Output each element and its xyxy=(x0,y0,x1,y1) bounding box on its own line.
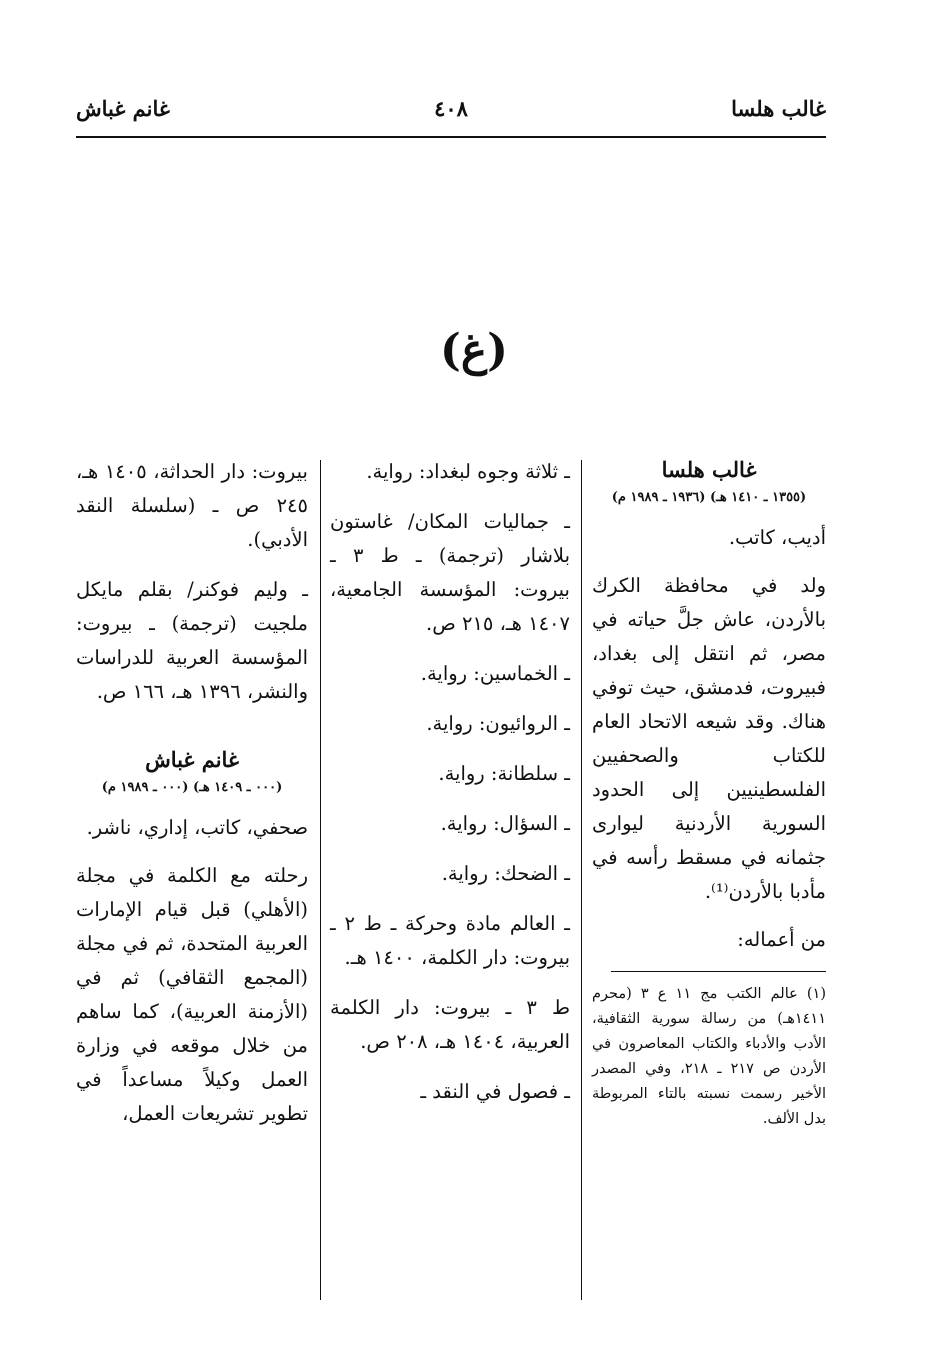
entry-title: غالب هلسا xyxy=(661,457,757,482)
header-divider xyxy=(76,136,826,138)
column-middle xyxy=(330,455,570,1125)
entry-biography: ولد في محافظة الكرك بالأردن، عاش جلَّ حياته في مصر، ثم انتقل إلى بغداد، فبيروت، فدمشق، حيث توفي هناك. وقد شيعه الاتحاد العام للكتاب والصحفيين الفلسطينيين إلى الحدود السورية الأردنية ليوارى جثمانه في مسقط رأسه في مأدبا بالأردن⁽¹⁾. xyxy=(592,574,826,903)
work-item-continuation: بيروت: دار الحداثة، ١٤٠٥ هـ، ٢٤٥ ص ـ (سلسلة النقد الأدبي). xyxy=(76,460,308,551)
work-item: ـ السؤال: رواية. xyxy=(440,812,570,835)
column-divider-right xyxy=(581,460,582,1300)
page-number: ٤٠٨ xyxy=(434,96,468,121)
work-item: ـ الروائيون: رواية. xyxy=(426,712,570,735)
work-item: ـ الضحك: رواية. xyxy=(441,862,570,885)
entry-roles: أديب، كاتب. xyxy=(728,526,826,549)
work-item: ط ٣ ـ بيروت: دار الكلمة العربية، ١٤٠٤ هـ، ٢٠٨ ص. xyxy=(330,996,570,1053)
entry-title: غانم غباش xyxy=(145,747,239,772)
footnote: (١) عالم الكتب مج ١١ ع ٣ (محرم ١٤١١هـ) من رسالة سورية الثقافية، الأدب والأدباء والكتاب المعاصرون في الأردن ص ٢١٧ ـ ٢١٨، وفي المصدر الأخير رسمت نسبته بالتاء المربوطة بدل الألف. xyxy=(592,986,827,1127)
column-right xyxy=(592,455,826,1132)
work-item: ـ سلطانة: رواية. xyxy=(438,762,570,785)
work-item: ـ الخماسين: رواية. xyxy=(420,662,570,685)
entry-dates: (٠٠٠ ـ ١٤٠٩ هـ) (٠٠٠ ـ ١٩٨٩ م) xyxy=(101,780,283,795)
column-divider-left xyxy=(320,460,321,1300)
section-letter-heading: (غ) xyxy=(440,325,508,376)
work-item: ـ جماليات المكان/ غاستون بلاشار (ترجمة) ـ ط ٣ ـ بيروت: المؤسسة الجامعية، ١٤٠٧ هـ، ٢١٥ ص. xyxy=(330,510,570,635)
works-label: من أعماله: xyxy=(737,928,826,951)
work-item: ـ وليم فوكنر/ بقلم مايكل ملجيت (ترجمة) ـ بيروت: المؤسسة العربية للدراسات والنشر، ١٣٩٦ هـ، ١٦٦ ص. xyxy=(76,578,308,703)
work-item: ـ العالم مادة وحركة ـ ط ٢ ـ بيروت: دار الكلمة، ١٤٠٠ هـ. xyxy=(330,912,570,969)
entry-roles: صحفي، كاتب، إداري، ناشر. xyxy=(86,816,308,839)
page-header xyxy=(76,96,826,136)
work-item: ـ فصول في النقد ـ xyxy=(420,1080,570,1103)
entry-dates: (١٣٥٥ ـ ١٤١٠ هـ) (١٩٣٦ ـ ١٩٨٩ م) xyxy=(611,490,807,505)
column-left xyxy=(76,455,308,1145)
footnote-divider xyxy=(611,971,826,972)
header-entry-left: غانم غباش xyxy=(76,96,170,121)
header-entry-right: غالب هلسا xyxy=(731,96,826,121)
entry-biography: رحلته مع الكلمة في مجلة (الأهلي) قبل قيام الإمارات العربية المتحدة، ثم في مجلة (المجمع الثقافي) ثم في (الأزمنة العربية)، كما ساهم من خلال موقعه في وزارة العمل وكيلاً مساعداً في تطوير تشريعات العمل، xyxy=(76,864,308,1125)
work-item: ـ ثلاثة وجوه لبغداد: رواية. xyxy=(366,460,570,483)
